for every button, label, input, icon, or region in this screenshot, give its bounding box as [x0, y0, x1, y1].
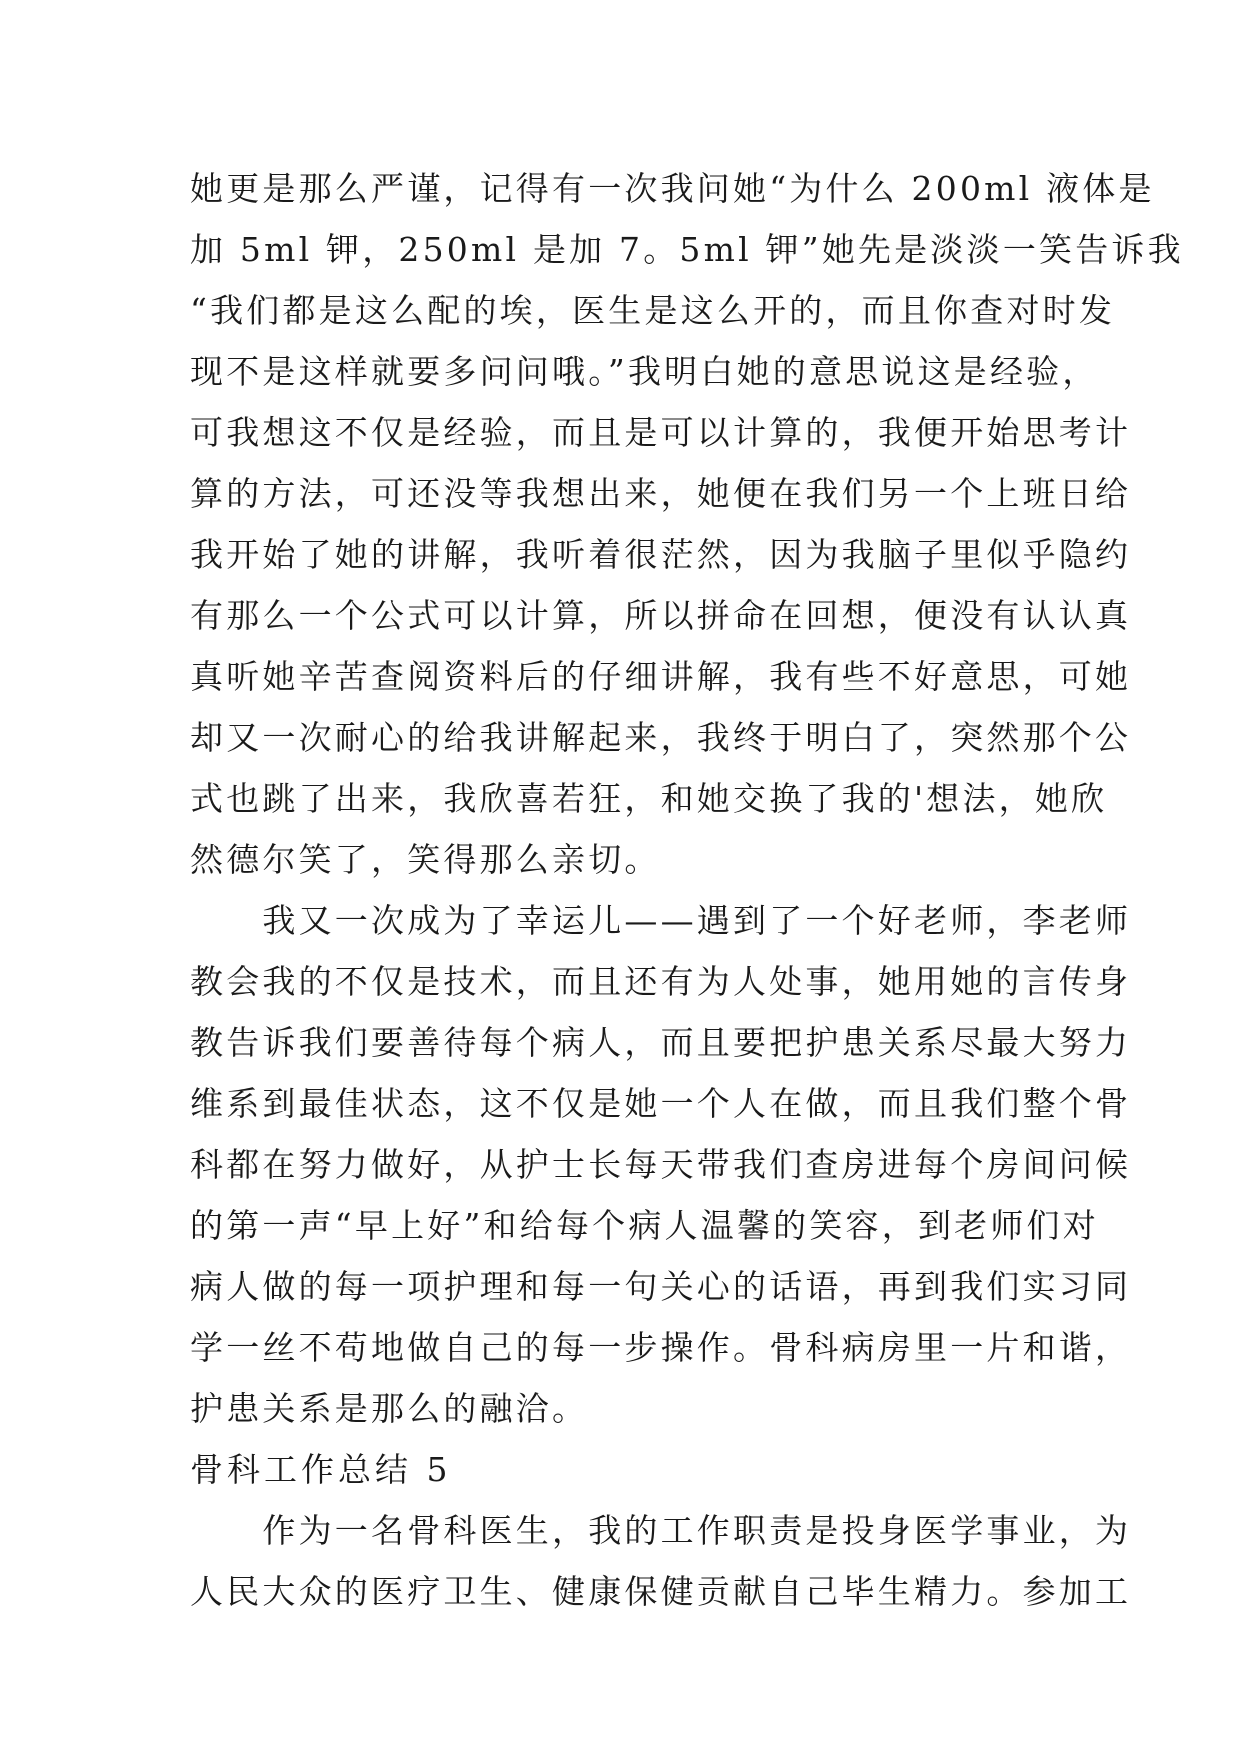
text-line: 真听她辛苦查阅资料后的仔细讲解，我有些不好意思，可她: [190, 657, 1132, 696]
text-line: 作为一名骨科医生，我的工作职责是投身医学事业，为: [190, 1511, 1132, 1550]
text-line: 我又一次成为了幸运儿——遇到了一个好老师，李老师: [190, 901, 1132, 940]
text-line: 科都在努力做好，从护士长每天带我们查房进每个房间问候: [190, 1145, 1132, 1184]
text-line: 的第一声“早上好”和给每个病人温馨的笑容，到老师们对: [190, 1206, 1099, 1245]
text-line: 病人做的每一项护理和每一句关心的话语，再到我们实习同: [190, 1267, 1132, 1306]
text-line: 现不是这样就要多问问哦。”我明白她的意思说这是经验，: [190, 352, 1099, 391]
text-line: 我开始了她的讲解，我听着很茫然，因为我脑子里似乎隐约: [190, 535, 1132, 574]
text-line: 加 5ml 钾，250ml 是加 7。5ml 钾”她先是淡淡一笑告诉我: [190, 230, 1184, 269]
section-heading: 骨科工作总结 5: [190, 1450, 452, 1489]
text-line: 式也跳了出来，我欣喜若狂，和她交换了我的'想法，她欣: [190, 779, 1108, 818]
text-line: 可我想这不仅是经验，而且是可以计算的，我便开始思考计: [190, 413, 1132, 452]
text-line: 她更是那么严谨，记得有一次我问她“为什么 200ml 液体是: [190, 169, 1155, 208]
text-line: 有那么一个公式可以计算，所以拼命在回想，便没有认认真: [190, 596, 1132, 635]
text-line: 人民大众的医疗卫生、健康保健贡献自己毕生精力。参加工: [190, 1572, 1132, 1611]
text-line: 教会我的不仅是技术，而且还有为人处事，她用她的言传身: [190, 962, 1132, 1001]
text-line: 教告诉我们要善待每个病人，而且要把护患关系尽最大努力: [190, 1023, 1132, 1062]
text-line: 却又一次耐心的给我讲解起来，我终于明白了，突然那个公: [190, 718, 1132, 757]
text-line: 学一丝不苟地做自己的每一步操作。骨科病房里一片和谐，: [190, 1328, 1132, 1367]
text-line: 维系到最佳状态，这不仅是她一个人在做，而且我们整个骨: [190, 1084, 1132, 1123]
text-line: 护患关系是那么的融洽。: [190, 1389, 589, 1428]
body-text: [190, 158, 1184, 1622]
text-line: 算的方法，可还没等我想出来，她便在我们另一个上班日给: [190, 474, 1132, 513]
text-line: 然德尔笑了，笑得那么亲切。: [190, 840, 661, 879]
text-line: “我们都是这么配的埃，医生是这么开的，而且你查对时发: [190, 291, 1116, 330]
